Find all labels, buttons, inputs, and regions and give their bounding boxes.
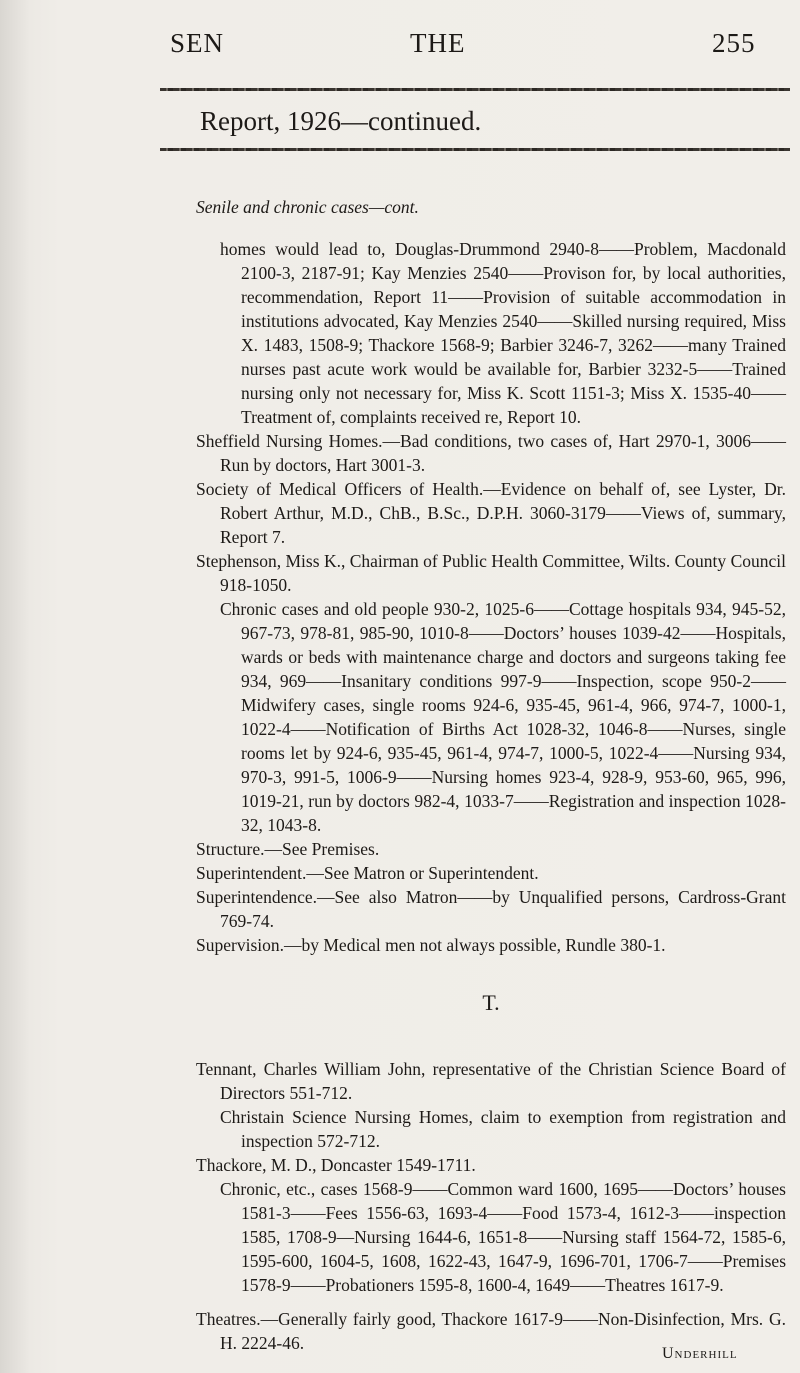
index-subentry: Christain Science Nursing Homes, claim to exemption from registration and inspection 572-712. xyxy=(220,1107,786,1151)
index-entry: Thackore, M. D., Doncaster 1549-1711. xyxy=(196,1155,476,1175)
catchword: Underhill xyxy=(662,1345,738,1362)
bottom-rule xyxy=(160,148,790,151)
index-entry: Supervision.—by Medical men not always possible, Rundle 380-1. xyxy=(196,935,666,955)
section-letter: T. xyxy=(482,990,500,1015)
page-number: 255 xyxy=(712,28,756,58)
running-head xyxy=(0,28,800,68)
index-subentry: Chronic cases and old people 930-2, 1025-6——Cottage hospitals 934, 945-52, 967-73, 978-81, 985-90, 1010-8——Doctors’ houses 1039-42——Hospitals, wards or beds with maintenance charge and doctors and surgeons taking fee 934, 969——Insanitary conditions 997-9——Inspection, scope 950-2——Midwifery cases, single rooms 924-6, 935-45, 961-4, 966, 974-7, 1000-1, 1022-4——Notification of Births Act 1028-32, 1046-8——Nurses, single rooms let by 924-6, 935-45, 961-4, 974-7, 1000-5, 1022-4——Nursing 934, 970-3, 991-5, 1006-9——Nursing homes 923-4, 928-9, 953-60, 965, 996, 1019-21, run by doctors 982-4, 1033-7——Registration and inspection 1028-32, 1043-8. xyxy=(220,599,786,835)
index-entry: Superintendent.—See Matron or Superintendent. xyxy=(196,863,539,883)
index-entry: Sheffield Nursing Homes.—Bad conditions, two cases of, Hart 2970-1, 3006——Run by doctors, Hart 3001-3. xyxy=(196,431,786,475)
index-entry: Superintendence.—See also Matron——by Unqualified persons, Cardross-Grant 769-74. xyxy=(196,887,786,931)
index-entry: Structure.—See Premises. xyxy=(196,839,380,859)
index-entry: Society of Medical Officers of Health.—Evidence on behalf of, see Lyster, Dr. Robert Arthur, M.D., ChB., B.Sc., D.P.H. 3060-3179——Views of, summary, Report 7. xyxy=(196,479,786,547)
index-body xyxy=(196,195,786,1355)
index-entry: Theatres.—Generally fairly good, Thackore 1617-9——Non-Disinfection, Mrs. G. H. 2224-46. xyxy=(196,1309,786,1353)
running-head-left: SEN xyxy=(170,28,225,58)
index-entry: homes would lead to, Douglas-Drummond 2940-8——Problem, Macdonald 2100-3, 2187-91; Kay Menzies 2540——Provison for, by local authorities, recommendation, Report 11——Provision of suitable accommodation in institutions advocated, Kay Menzies 2540——Skilled nursing required, Miss X. 1483, 1508-9; Thackore 1568-9; Barbier 3246-7, 3262——many Trained nurses past acute work would be available for, Barbier 3232-5——Trained nursing only not necessary for, Miss K. Scott 1151-3; Miss X. 1535-40——Treatment of, complaints received re, Report 10. xyxy=(220,239,786,427)
section-head: Senile and chronic cases—cont. xyxy=(196,197,419,217)
running-head-center: THE xyxy=(410,28,466,58)
top-rule xyxy=(160,88,790,91)
index-subentry: Chronic, etc., cases 1568-9——Common ward 1600, 1695——Doctors’ houses 1581-3——Fees 1556-63, 1693-4——Food 1573-4, 1612-3——inspection 1585, 1708-9—Nursing 1644-6, 1651-8——Nursing staff 1564-72, 1585-6, 1595-600, 1604-5, 1608, 1622-43, 1647-9, 1696-701, 1706-7——Premises 1578-9——Probationers 1595-8, 1600-4, 1649——Theatres 1617-9. xyxy=(220,1179,786,1295)
index-entry: Stephenson, Miss K., Chairman of Public Health Committee, Wilts. County Council 918-1050. xyxy=(196,551,786,595)
index-entry: Tennant, Charles William John, representative of the Christian Science Board of Directors 551-712. xyxy=(196,1059,786,1103)
report-title: Report, 1926—continued. xyxy=(200,106,482,136)
